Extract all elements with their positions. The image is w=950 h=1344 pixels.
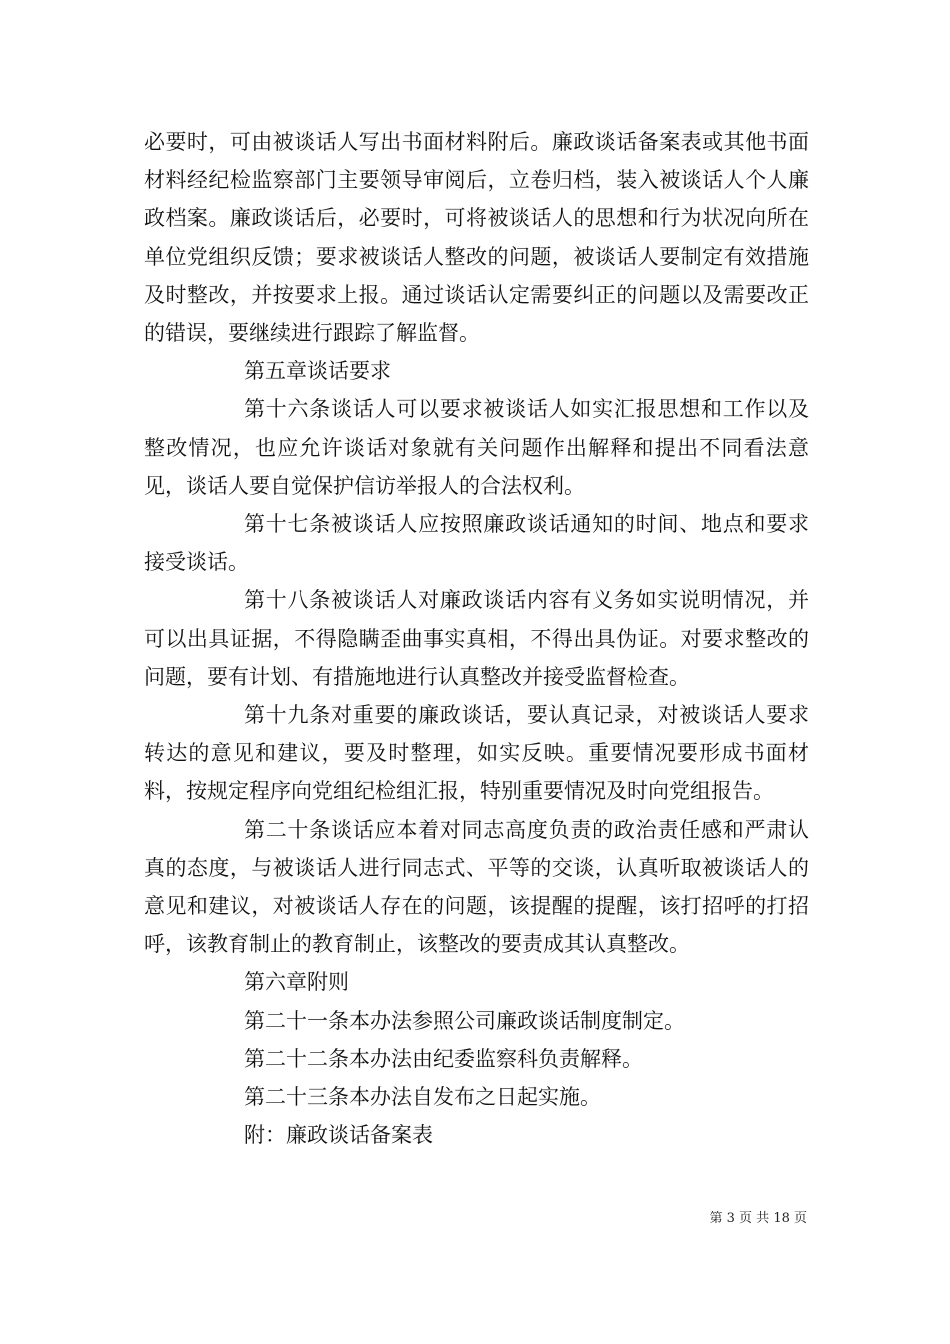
chapter-heading: 第六章附则 bbox=[244, 970, 349, 995]
chapter-heading: 第五章谈话要求 bbox=[244, 359, 391, 384]
paragraph-continuation: 必要时，可由被谈话人写出书面材料附后。廉政谈话备案表或其他书面材料经纪检监察部门主要领导审阅后，立卷归档，装入被谈话人个人廉政档案。廉政谈话后，必要时，可将被谈话人的思想和行为状况向所在单位党组织反馈；要求被谈话人整改的问题，被谈话人要制定有效措施及时整改，并按要求上报。通过谈话认定需要纠正的问题以及需要改正的错误，要继续进行跟踪了解监督。 bbox=[144, 130, 809, 346]
document-body bbox=[144, 123, 809, 1154]
article-paragraph: 第十九条对重要的廉政谈话，要认真记录，对被谈话人要求转达的意见和建议，要及时整理，如实反映。重要情况要形成书面材料，按规定程序向党组纪检组汇报，特别重要情况及时向党组报告。 bbox=[144, 703, 809, 804]
article-paragraph: 第十六条谈话人可以要求被谈话人如实汇报思想和工作以及整改情况，也应允许谈话对象就有关问题作出解释和提出不同看法意见，谈话人要自觉保护信访举报人的合法权利。 bbox=[144, 397, 809, 498]
article-paragraph: 第十七条被谈话人应按照廉政谈话通知的时间、地点和要求接受谈话。 bbox=[144, 512, 809, 575]
article-line: 第二十二条本办法由纪委监察科负责解释。 bbox=[244, 1046, 643, 1071]
page-number: 第 3 页 共 18 页 bbox=[709, 1211, 807, 1226]
article-paragraph: 第二十条谈话应本着对同志高度负责的政治责任感和严肃认真的态度，与被谈话人进行同志式、平等的交谈，认真听取被谈话人的意见和建议，对被谈话人存在的问题，该提醒的提醒，该打招呼的打招呼，该教育制止的教育制止，该整改的要责成其认真整改。 bbox=[144, 817, 809, 957]
article-line: 第二十三条本办法自发布之日起实施。 bbox=[244, 1085, 601, 1110]
attachment-line: 附：廉政谈话备案表 bbox=[244, 1123, 433, 1148]
article-paragraph: 第十八条被谈话人对廉政谈话内容有义务如实说明情况，并可以出具证据，不得隐瞒歪曲事实真相，不得出具伪证。对要求整改的问题，要有计划、有措施地进行认真整改并接受监督检查。 bbox=[144, 588, 809, 689]
article-line: 第二十一条本办法参照公司廉政谈话制度制定。 bbox=[244, 1008, 685, 1033]
